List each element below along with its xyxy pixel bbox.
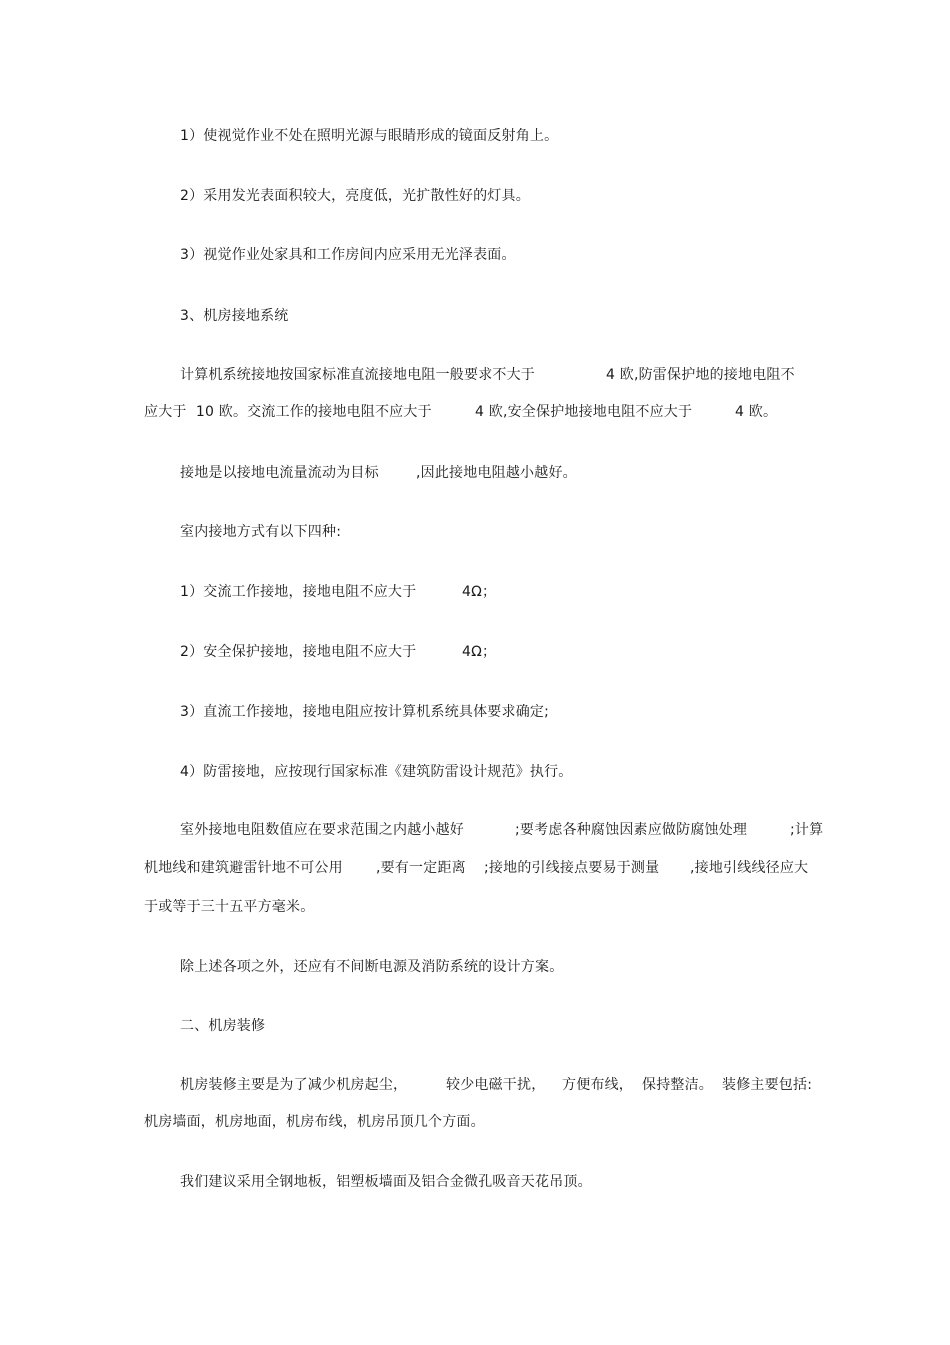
list-item-ground-2: 2）安全保护接地，接地电阻不应大于 (180, 644, 417, 660)
list-item-glare-2: 2）采用发光表面积较大，亮度低，光扩散性好的灯具。 (180, 188, 530, 204)
paragraph-text: 装修主要包括: (722, 1077, 813, 1093)
paragraph-text: 除上述各项之外，还应有不间断电源及消防系统的设计方案。 (180, 959, 564, 975)
paragraph-text: 应大于 10 欧。交流工作的接地电阻不应大于 (144, 404, 432, 420)
paragraph-text: 机地线和建筑避雷针地不可公用 (144, 860, 343, 876)
paragraph-text: 机房墙面，机房地面，机房布线，机房吊顶几个方面。 (144, 1114, 485, 1130)
list-item-ground-1: 1）交流工作接地，接地电阻不应大于 (180, 584, 417, 600)
list-item-ground-1-value: 4Ω； (462, 584, 497, 600)
paragraph-text: ;接地的引线接点要易于测量 (484, 860, 660, 876)
paragraph-text: 机房装修主要是为了减少机房起尘， (180, 1077, 408, 1093)
paragraph-text: 室外接地电阻数值应在要求范围之内越小越好 (180, 822, 464, 838)
paragraph-text: 4 欧,安全保护地接地电阻不应大于 (475, 404, 693, 420)
paragraph-text: ,因此接地电阻越小越好。 (416, 465, 577, 481)
paragraph-text: 计算机系统接地按国家标准直流接地电阻一般要求不大于 (180, 367, 535, 383)
paragraph-text: ;计算 (790, 822, 824, 838)
paragraph-text: 我们建议采用全钢地板，铝塑板墙面及铝合金微孔吸音天花吊顶。 (180, 1174, 592, 1190)
section-heading-decoration: 二、机房装修 (180, 1018, 266, 1034)
paragraph-text: 较少电磁干扰， (446, 1077, 546, 1093)
list-item-ground-3: 3）直流工作接地，接地电阻应按计算机系统具体要求确定; (180, 704, 550, 720)
paragraph-text: 4 欧,防雷保护地的接地电阻不 (606, 367, 795, 383)
list-item-glare-3: 3）视觉作业处家具和工作房间内应采用无光泽表面。 (180, 247, 516, 263)
paragraph-text: 于或等于三十五平方毫米。 (144, 899, 315, 915)
paragraph-text: 保持整洁。 (642, 1077, 713, 1093)
list-item-ground-2-value: 4Ω； (462, 644, 497, 660)
section-heading-grounding: 3、机房接地系统 (180, 308, 289, 324)
paragraph-text: 接地是以接地电流量流动为目标 (180, 465, 379, 481)
paragraph-text: ,接地引线线径应大 (690, 860, 809, 876)
paragraph-text: 室内接地方式有以下四种: (180, 524, 342, 540)
paragraph-text: ,要有一定距离 (376, 860, 466, 876)
list-item-glare-1: 1）使视觉作业不处在照明光源与眼睛形成的镜面反射角上。 (180, 128, 559, 144)
paragraph-text: 方便布线， (562, 1077, 633, 1093)
list-item-ground-4: 4）防雷接地，应按现行国家标准《建筑防雷设计规范》执行。 (180, 764, 573, 780)
paragraph-text: ;要考虑各种腐蚀因素应做防腐蚀处理 (515, 822, 748, 838)
paragraph-text: 4 欧。 (735, 404, 778, 420)
